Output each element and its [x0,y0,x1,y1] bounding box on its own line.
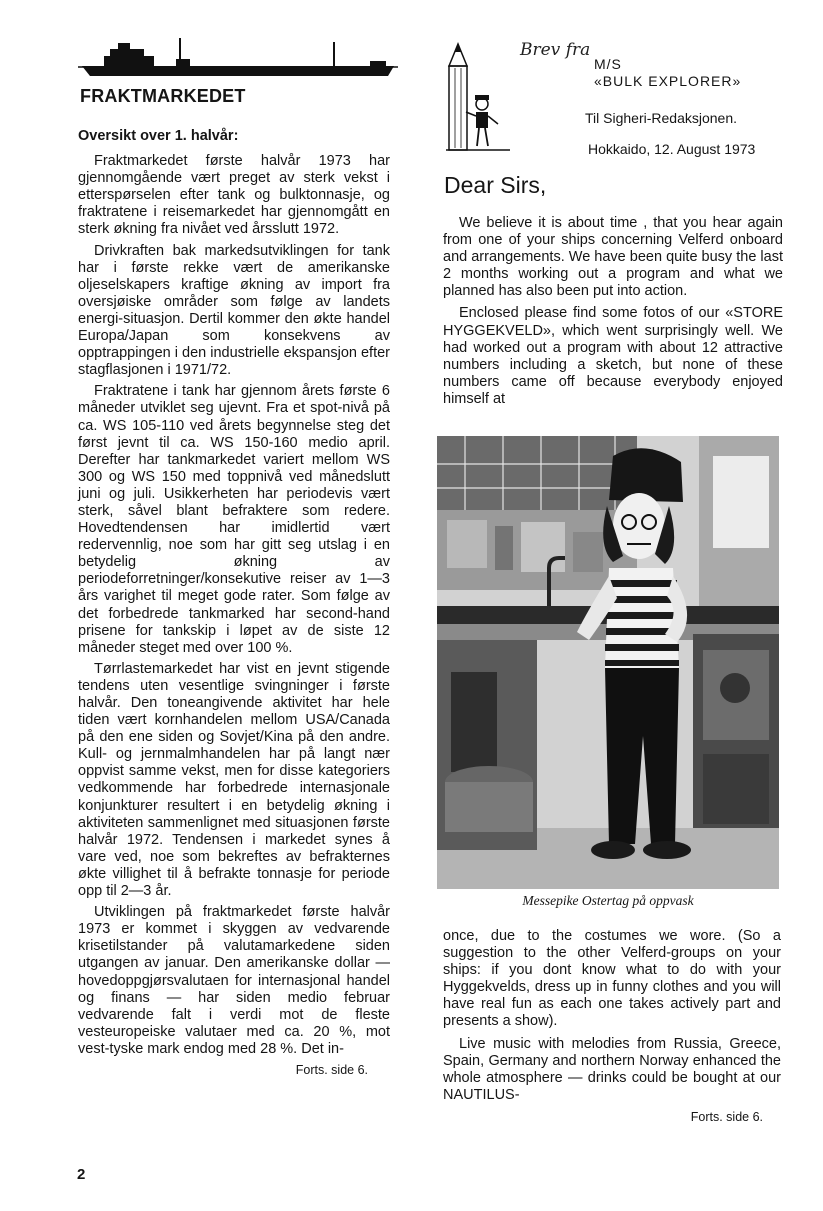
letter-dateline: Hokkaido, 12. August 1973 [588,141,756,157]
article-paragraph: Fraktratene i tank har gjennom årets første 6 måneder utviklet seg ujevnt. Fra et spot-nivå på ca. WS 105-110 ved årets begynnelse steg det først jevnt til ca. WS 150-160 medio april. Derefter har tankmarkedet variert mellom WS 300 og WS 150 med toppnivå ved månedslutt juni og juli. Usikkerheten har periodevis vært sterk, såvel blant befraktere som redere. Hovedtendensen har imidlertid vært redervennlig, noe som har gitt seg utslag i en betydelig økning av periodeforretninger/konsekutive reiser av 1—3 års varighet til meget gode rater. Som følge av det forbedrede tankmarked har second-hand prisene for tankskip i løpet av de siste 12 måneder steget med over 100 %. [78,383,390,656]
ship-name-block [594,56,794,90]
article-paragraph: Drivkraften bak markedsutviklingen for tank har i første rekke vært de amerikanske oljeselskapers kraftige økning av import fra oversjøiske områder som følge av landets energi-situasjon. Dertil kommer den økte handel Europa/Japan som konsekvens av opptrappingen i den industrielle ekspansjon efter stagflasjonen i 1971/72. [78,242,390,379]
article-paragraph: Fraktmarkedet første halvår 1973 har gjennomgående vært preget av sterk vekst i etterspørselen efter tank og bulktonnasje, og fraktratene i reisemarkedet har gjennomgått en sterk økning fra nivået ved årsslutt 1972. [78,153,390,238]
letter-paragraph: Live music with melodies from Russia, Greece, Spain, Germany and northern Norway enhanced the whole atmosphere — drinks could be bought at our NAUTILUS- [443,1035,781,1103]
letter-body-top [443,215,783,413]
article-paragraph: Tørrlastemarkedet har vist en jevnt stigende tendens uten vesentlige svingninger i første halvår. Den toneangivende aktivitet har hele tiden vært kornhandelen mellom USA/Canada på den ene siden og Sovjet/Kina på den andre. Kull- og jernmalmhandelen har på langt nær oppvist samme vekst, men for disse kategoriers vedkommende har forbedrede internasjonale konjunkturer resultert i en betydelig økning i aktiviteten sammenlignet med situasjonen første halvår 1972. Tendensen i markedet synes å vare ved, noe som bekreftes av befrakternes økte villighet til å befrakte tonnasje for periode opp til 2—3 år. [78,660,390,900]
letter-recipient: Til Sigheri-Redaksjonen. [585,110,737,126]
article-paragraph: Utviklingen på fraktmarkedet første halvår 1973 er kommet i skyggen av vedvarende krisetilstander på valutamarkedene siden utgangen av januar. Den amerikanske dollar — hovedoppgjørsvalutaen for internasjonal handel og finans — har siden medio februar vedvarende falt i verdi mot de fleste vesteuropeiske valutaer med ca. 20 %, mot vest-tyske mark endog med 28 %. Det in- [78,904,390,1057]
letter-paragraph: Enclosed please find some fotos of our «STORE HYGGEKVELD», which went surprisingly well. We had worked out a program with about 12 attractive numbers including a sketch, but none of these numbers came off because everybody enjoyed himself at [443,305,783,407]
letter-body-bottom [443,928,781,1126]
photo-caption: Messepike Ostertag på oppvask [522,893,694,908]
pencil-figure-illustration [446,42,510,154]
page-number: 2 [77,1166,86,1183]
left-article-column [78,128,390,1079]
letter-paragraph: once, due to the costumes we wore. (So a suggestion to the other Velferd-groups on your ships: if you dont know what to do with your Hyggekvelds, dress up in funny clothes and you will have real fun as each one takes actively part and presents a show). [443,928,781,1030]
tanker-ship-illustration [78,36,398,80]
letter-paragraph: We believe it is about time , that you hear again from one of your ships concerning Velferd onboard and arrangements. We have been quite busy the last 2 months working out a program and what we planned has also been put into action. [443,215,783,300]
ship-name: «BULK EXPLORER» [594,73,742,89]
letter-salutation: Dear Sirs, [444,172,547,198]
continued-note: Forts. side 6. [690,1109,763,1124]
ship-prefix: M/S [594,56,622,72]
section-title: FRAKTMARKEDET [80,86,246,106]
article-subheading: Oversikt over 1. halvår: [78,128,239,144]
galley-photo [437,436,779,889]
handwritten-from-note: Brev fra [520,40,591,60]
continued-note: Forts. side 6. [295,1062,368,1077]
